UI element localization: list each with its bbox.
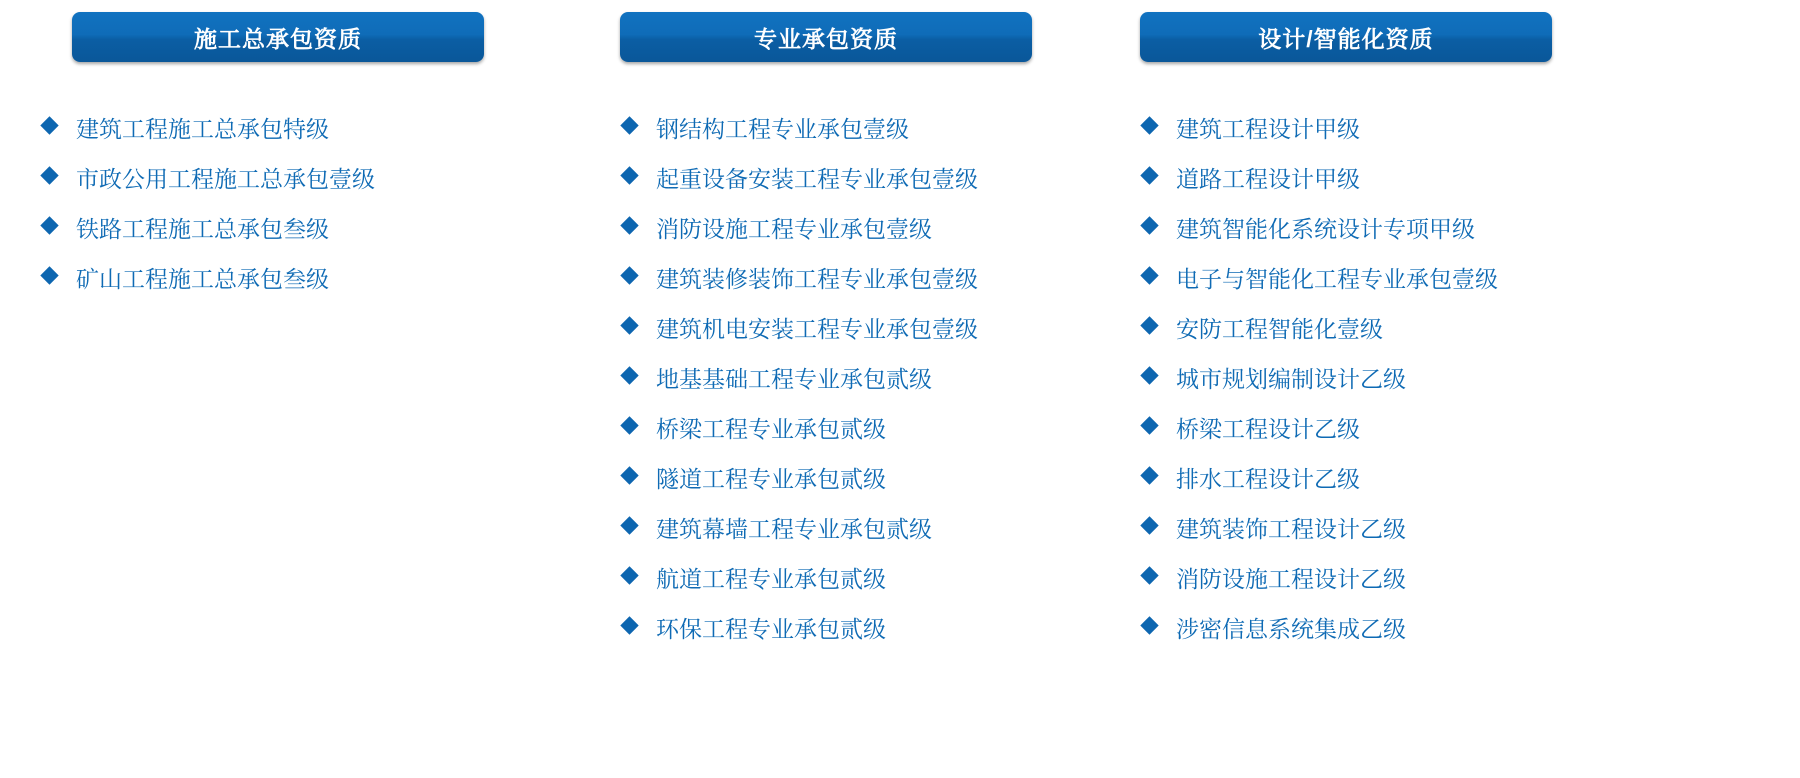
diamond-bullet-icon <box>1140 416 1162 438</box>
list-item <box>40 152 580 202</box>
diamond-bullet-icon <box>620 116 642 138</box>
diamond-bullet-icon <box>40 166 62 188</box>
diamond-bullet-icon <box>40 116 62 138</box>
qualification-list-general-contracting <box>40 102 580 302</box>
diamond-bullet-icon <box>1140 116 1162 138</box>
list-item <box>40 202 580 252</box>
list-item <box>620 352 1100 402</box>
list-item-label: 桥梁工程专业承包贰级 <box>656 415 886 442</box>
diamond-bullet-icon <box>1140 266 1162 288</box>
diamond-bullet-icon <box>620 616 642 638</box>
list-item <box>620 202 1100 252</box>
diamond-bullet-icon <box>1140 466 1162 488</box>
diamond-bullet-icon <box>620 216 642 238</box>
diamond-bullet-icon <box>1140 566 1162 588</box>
list-item-label: 环保工程专业承包贰级 <box>656 615 886 642</box>
diamond-bullet-icon <box>620 516 642 538</box>
diamond-bullet-icon <box>1140 366 1162 388</box>
list-item <box>620 552 1100 602</box>
list-item-label: 消防设施工程设计乙级 <box>1176 565 1406 592</box>
column-general-contracting <box>0 0 580 778</box>
list-item-label: 市政公用工程施工总承包壹级 <box>76 165 375 192</box>
list-item-label: 隧道工程专业承包贰级 <box>656 465 886 492</box>
list-item <box>1140 202 1800 252</box>
list-item <box>620 252 1100 302</box>
list-item <box>1140 602 1800 652</box>
diamond-bullet-icon <box>620 266 642 288</box>
list-item <box>1140 402 1800 452</box>
list-item-label: 消防设施工程专业承包壹级 <box>656 215 932 242</box>
diamond-bullet-icon <box>40 216 62 238</box>
list-item <box>1140 152 1800 202</box>
column-design-intelligent <box>1100 0 1800 778</box>
list-item-label: 建筑工程施工总承包特级 <box>76 115 329 142</box>
list-item-label: 桥梁工程设计乙级 <box>1176 415 1360 442</box>
diamond-bullet-icon <box>1140 516 1162 538</box>
list-item <box>620 602 1100 652</box>
diamond-bullet-icon <box>620 316 642 338</box>
diamond-bullet-icon <box>620 466 642 488</box>
list-item <box>1140 302 1800 352</box>
list-item <box>1140 102 1800 152</box>
list-item <box>620 152 1100 202</box>
diamond-bullet-icon <box>620 416 642 438</box>
list-item-label: 电子与智能化工程专业承包壹级 <box>1176 265 1498 292</box>
diamond-bullet-icon <box>1140 216 1162 238</box>
list-item <box>620 102 1100 152</box>
list-item-label: 建筑工程设计甲级 <box>1176 115 1360 142</box>
list-item-label: 涉密信息系统集成乙级 <box>1176 615 1406 642</box>
list-item <box>620 502 1100 552</box>
list-item-label: 城市规划编制设计乙级 <box>1176 365 1406 392</box>
list-item-label: 起重设备安装工程专业承包壹级 <box>656 165 978 192</box>
list-item-label: 铁路工程施工总承包叁级 <box>76 215 329 242</box>
list-item <box>1140 352 1800 402</box>
qualification-list-design-intelligent <box>1140 102 1800 652</box>
list-item-label: 建筑装修装饰工程专业承包壹级 <box>656 265 978 292</box>
diamond-bullet-icon <box>1140 316 1162 338</box>
list-item-label: 建筑机电安装工程专业承包壹级 <box>656 315 978 342</box>
list-item-label: 矿山工程施工总承包叁级 <box>76 265 329 292</box>
list-item <box>40 252 580 302</box>
list-item-label: 建筑智能化系统设计专项甲级 <box>1176 215 1475 242</box>
list-item <box>40 102 580 152</box>
list-item-label: 钢结构工程专业承包壹级 <box>656 115 909 142</box>
list-item <box>620 402 1100 452</box>
list-item-label: 安防工程智能化壹级 <box>1176 315 1383 342</box>
list-item <box>620 302 1100 352</box>
list-item <box>1140 452 1800 502</box>
qualification-list-specialty-contracting <box>620 102 1100 652</box>
diamond-bullet-icon <box>620 566 642 588</box>
column-header-general-contracting: 施工总承包资质 <box>72 12 484 62</box>
column-header-design-intelligent: 设计/智能化资质 <box>1140 12 1552 62</box>
list-item-label: 地基基础工程专业承包贰级 <box>656 365 932 392</box>
diamond-bullet-icon <box>620 366 642 388</box>
list-item-label: 排水工程设计乙级 <box>1176 465 1360 492</box>
list-item-label: 建筑幕墙工程专业承包贰级 <box>656 515 932 542</box>
diamond-bullet-icon <box>620 166 642 188</box>
list-item <box>1140 502 1800 552</box>
list-item-label: 道路工程设计甲级 <box>1176 165 1360 192</box>
list-item <box>1140 252 1800 302</box>
diamond-bullet-icon <box>1140 616 1162 638</box>
list-item <box>620 452 1100 502</box>
diamond-bullet-icon <box>40 266 62 288</box>
column-specialty-contracting <box>580 0 1100 778</box>
list-item <box>1140 552 1800 602</box>
diamond-bullet-icon <box>1140 166 1162 188</box>
list-item-label: 建筑装饰工程设计乙级 <box>1176 515 1406 542</box>
list-item-label: 航道工程专业承包贰级 <box>656 565 886 592</box>
column-header-specialty-contracting: 专业承包资质 <box>620 12 1032 62</box>
